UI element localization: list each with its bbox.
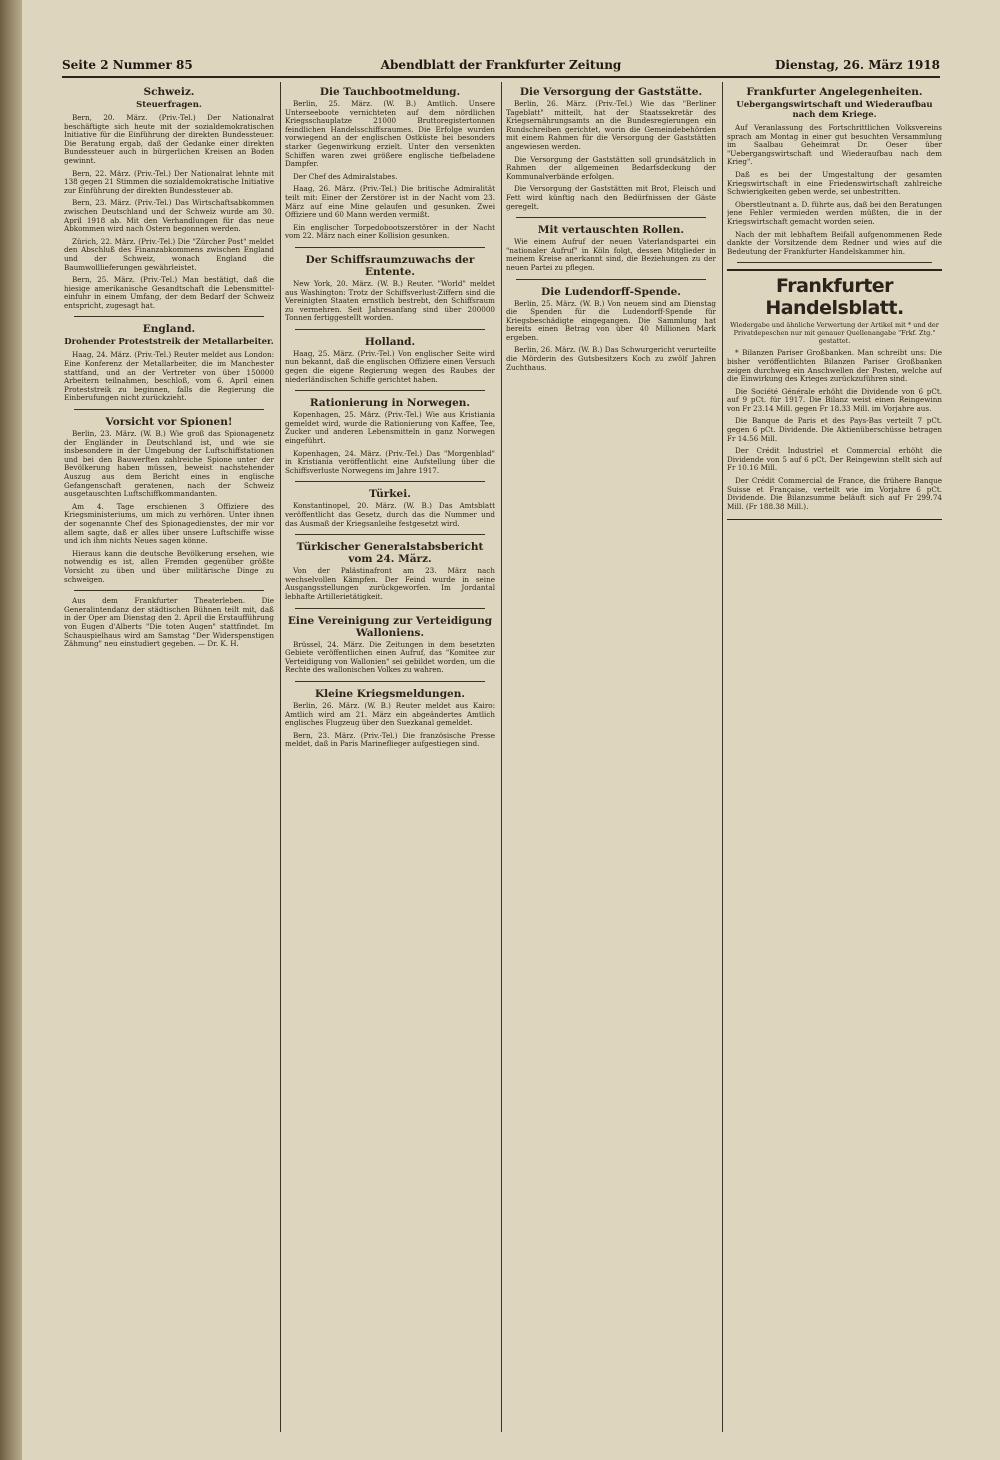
article-separator <box>295 534 485 535</box>
article <box>285 688 495 749</box>
article-headline: Frankfurter Handelsblatt. <box>765 275 904 320</box>
article-headline: Türkei. <box>369 488 411 501</box>
article-paragraph: Bern, 20. März. (Priv.-Tel.) Der Nationalrat beschäftigte sich heute mit der sozialdemokratischen Initiative für die Einführung der direkten Bundessteuer. Die Beratung ergab, daß der Gedanke einer direkten Bundessteuer auch in bürgerlichen Kreisen an Boden gewinnt. <box>64 113 274 165</box>
article <box>727 86 942 256</box>
article-paragraph: Die Versorgung der Gaststätten mit Brot, Fleisch und Fett wird künftig nach den Bedürfnissen der Gäste geregelt. <box>506 184 716 211</box>
article <box>285 86 495 241</box>
article <box>285 336 495 384</box>
article-paragraph: Von der Palästinafront am 23. März nach wechselvollen Kämpfen. Der Feind wurde in seine Ausgangsstellungen zurückgeworfen. Im Jordantal lebhafte Artillerietätigkeit. <box>285 566 495 601</box>
article-subheadline: Uebergangswirtschaft und Wiederaufbau nach dem Kriege. <box>736 100 933 120</box>
article-paragraph: Bern, 23. März. (Priv.-Tel.) Die französische Presse meldet, daß in Paris Marineflieger aufgestiegen sind. <box>285 730 495 749</box>
article-paragraph: Die Versorgung der Gaststätten soll grundsätzlich in Rahmen der allgemeinen Bedarfsdeckung der Kommunalverbände erfolgen. <box>506 154 716 181</box>
column-rule <box>280 82 281 1432</box>
column-2 <box>285 82 495 1432</box>
article-separator <box>74 316 264 317</box>
article-paragraph: Berlin, 26. März. (Priv.-Tel.) Wie das "Berliner Tageblatt" mitteilt, hat der Staatssekretär des Kriegsernährungsamts an die Bundesregierungen ein Rundschreiben gerichtet, worin die Gemeindebehörden mit einem Rahmen für die Versorgung der Gaststätten angewiesen werden. <box>506 99 716 151</box>
article-separator <box>74 409 264 410</box>
article-headline: Vorsicht vor Spionen! <box>105 416 233 429</box>
article <box>285 254 495 323</box>
article-paragraph: Am 4. Tage erschienen 3 Offiziere des Kriegsministeriums, um mich zu verhören. Unter ihnen der sogenannte Chef des Spionagedienstes, der mir vor allem sagte, daß er alles über unsere Luftschiffe wisse und ich ihm nichts Neues sagen könne. <box>64 501 274 546</box>
article-separator <box>516 279 706 280</box>
article-headline: Der Schiffsraumzuwachs der Entente. <box>305 253 475 278</box>
column-rule <box>501 82 502 1432</box>
article-paragraph: Die Banque de Paris et des Pays-Bas verteilt 7 pCt. gegen 6 pCt. Dividende. Die Aktienüberschüsse betragen Fr 14.56 Mill. <box>727 416 942 443</box>
article-paragraph: Kopenhagen, 24. März. (Priv.-Tel.) Das "Morgenblad" in Kristiania veröffentlicht eine Aufstellung über die Schiffsverluste Norwegens im Jahre 1917. <box>285 448 495 475</box>
article-paragraph: New York, 20. März. (W. B.) Reuter. "World" meldet aus Washington: Trotz der Schiffsverlust-Ziffern sind die Vereinigten Staaten ernstlich bestrebt, den Schiffsraum zu vermehren. Seit Jahresanfang sind über 200000 Tonnen fertiggestellt worden. <box>285 278 495 323</box>
article-separator <box>295 481 485 482</box>
article-separator <box>295 681 485 682</box>
article <box>285 488 495 528</box>
article-separator <box>295 390 485 391</box>
article-paragraph: Haag, 26. März. (Priv.-Tel.) Die britische Admiralität teilt mit: Einer der Zerstörer ist in der Nacht vom 23. März auf eine Mine gelaufen und gesunken. Zwei Offiziere und 60 Mann werden vermißt. <box>285 184 495 220</box>
article-paragraph: Auf Veranlassung des Fortschrittlichen Volksvereins sprach am Montag in einer gut besuchten Versammlung im Saalbau Geheimrat Dr. Oeser über "Uebergangswirtschaft und Wiederaufbau nach dem Krieg". <box>727 123 942 167</box>
article-paragraph: Der Crédit Commercial de France, die frühere Banque Suisse et Française, verteilt wie im Vorjahre 6 pCt. Dividende. Die Bilanzsumme beläuft sich auf Fr 299.74 Mill. (Fr 188.38 Mill.). <box>727 476 942 511</box>
header-rule <box>62 76 940 78</box>
article-headline: Türkischer Generalstabsbericht vom 24. März. <box>296 541 484 566</box>
article-headline: Die Versorgung der Gaststätte. <box>519 86 703 98</box>
article-paragraph: * Bilanzen Pariser Großbanken. Man schreibt uns: Die bisher veröffentlichten Bilanzen Pariser Großbanken zeigen durchweg ein Anschwellen der Posten, welche auf die Einwirkung des Krieges zurückzuführen sind. <box>727 348 942 384</box>
article-paragraph: Konstantinopel, 20. März. (W. B.) Das Amtsblatt veröffentlicht das Gesetz, durch das die Nummer und das Ausmaß der Kriegsanleihe festgesetzt wird. <box>285 501 495 528</box>
article-paragraph: Bern, 23. März. (Priv.-Tel.) Das Wirtschaftsabkommen zwischen Deutschland und der Schweiz wurde am 30. April 1918 ab. Mit den Verhandlungen für das neue Abkommen wird nach Ostern begonnen werden. <box>64 198 274 234</box>
column-rule <box>722 82 723 1432</box>
article <box>506 86 716 211</box>
article-headline: Frankfurter Angelegenheiten. <box>746 86 923 98</box>
article-paragraph: Bern, 25. März. (Priv.-Tel.) Man bestätigt, daß die hiesige amerikanische Gesandtschaft die Lebensmittel-einfuhr in einem Umfang, der dem Bedarf der Schweiz entspricht, zugesagt hat. <box>64 275 274 310</box>
page-header <box>62 58 940 76</box>
article-headline: England. <box>142 323 196 336</box>
article-separator <box>295 247 485 248</box>
header-masthead: Abendblatt der Frankfurter Zeitung <box>380 58 622 72</box>
article-paragraph: Zürich, 22. März. (Priv.-Tel.) Die "Zürcher Post" meldet den Abschluß des Finanzabkommens zwischen England und der Schweiz, wonach England die Baumwolllieferungen gewährleistet. <box>64 236 274 272</box>
article <box>285 541 495 601</box>
article-subheadline: Steuerfragen. <box>136 100 202 110</box>
article-headline: Mit vertauschten Rollen. <box>537 224 685 237</box>
article <box>64 416 274 584</box>
article-paragraph: Oberstleutnant a. D. führte aus, daß bei den Beratungen jene Fehler vermieden werden müßten, die in der Kriegswirtschaft gemacht worden seien. <box>727 199 942 226</box>
article <box>64 86 274 310</box>
article-paragraph: Nach der mit lebhaftem Beifall aufgenommenen Rede dankte der Vorsitzende dem Redner und wies auf die Bedeutung der Frankfurter Handelskammer hin. <box>727 229 942 256</box>
article-headline: Eine Vereinigung zur Verteidigung Walloniens. <box>287 614 493 639</box>
article-paragraph: Berlin, 25. März. (W. B.) Amtlich. Unsere Unterseeboote vernichteten auf dem nördlichen Kriegsschauplatze 21000 Bruttoregistertonnen feindlichen Handelsschiffsraumes. Die Erfolge wurden vorwiegend an der englischen Ostküste bei besonders starker Gegenwirkung erzielt. Unter den versenkten Schiffen waren zwei größere englische tiefbeladene Dampfer. <box>285 99 495 169</box>
article <box>285 615 495 675</box>
article <box>64 597 274 649</box>
article-headline: Die Tauchbootmeldung. <box>319 86 461 98</box>
article <box>506 286 716 373</box>
column-4 <box>727 82 942 1432</box>
article-headline: Schweiz. <box>143 86 195 98</box>
article-separator <box>295 608 485 609</box>
book-binding <box>0 0 22 1460</box>
article-paragraph: Die Société Générale erhöht die Dividende von 6 pCt. auf 9 pCt. für 1917. Die Bilanz weist einen Reingewinn von Fr 23.14 Mill. gegen Fr 18.33 Mill. im Vorjahre aus. <box>727 386 942 413</box>
article-headline: Die Ludendorff-Spende. <box>541 285 681 298</box>
article-subheadline: Drohender Proteststreik der Metallarbeiter. <box>64 337 274 348</box>
article-separator <box>295 329 485 330</box>
article <box>727 269 942 520</box>
article-headline: Holland. <box>364 335 416 348</box>
article-paragraph: Der Chef des Admiralstabes. <box>293 171 398 181</box>
header-date: Dienstag, 26. März 1918 <box>775 58 940 72</box>
article-paragraph: Berlin, 23. März. (W. B.) Wie groß das Spionagenetz der Engländer in Deutschland ist, und wie sie insbesondere in der Umgebung der Luftschiffstationen und bei den Bauwerften zahlreiche Spione unter der Bevölkerung haben müssen, beweist nachstehender Auszug aus dem Bericht eines in englische Gefangenschaft geratenen, nach der Schweiz ausgetauschten Luftschiffkommandanten. <box>64 429 274 499</box>
column-3 <box>506 82 716 1432</box>
article-paragraph: Haag, 24. März. (Priv.-Tel.) Reuter meldet aus London: Eine Konferenz der Metallarbeiter, die im Manchester stattfand, und an der Vertreter von über 150000 Arbeitern teilnahmen, beschloß, vom 6. April einen Proteststreik zu beginnen, falls die Regierung die Einberufungen nicht zurückzieht. <box>64 350 274 403</box>
article-paragraph: Haag, 25. März. (Priv.-Tel.) Von englischer Seite wird nun bekannt, daß die englischen Offiziere einen Versuch gegen die eigene Regierung wegen des Raubes der niederländischen Schiffe gerichtet haben. <box>285 348 495 384</box>
article-paragraph: Berlin, 25. März. (W. B.) Von neuem sind am Dienstag die Spenden für die Ludendorff-Spende für Kriegsbeschädigte eingegangen. Die Sammlung hat bereits einen Betrag von über 40 Millionen Mark ergeben. <box>506 298 716 342</box>
article-paragraph: Berlin, 26. März. (W. B.) Reuter meldet aus Kairo: Amtlich wird am 21. März ein abgeändertes Amtlich englisches Flugzeug über den Suezkanal gemeldet. <box>285 700 495 728</box>
article-paragraph: Bern, 22. März. (Priv.-Tel.) Der Nationalrat lehnte mit 138 gegen 21 Stimmen die sozialdemokratische Initiative zur Einführung der direkten Bundessteuer ab. <box>64 168 274 195</box>
article-paragraph: Kopenhagen, 25. März. (Priv.-Tel.) Wie aus Kristiania gemeldet wird, wurde die Rationierung von Kaffee, Tee, Zucker und anderen Lebensmitteln in ganz Norwegen eingeführt. <box>285 410 495 446</box>
header-page-number: Seite 2 Nummer 85 <box>62 58 193 72</box>
article-subheadline: Wiedergabe und ähnliche Verwertung der Artikel mit * und der Privatdepeschen nur mit genauer Quellenangabe "Frkf. Ztg." gestattet. <box>730 321 939 346</box>
article-paragraph: Berlin, 26. März. (W. B.) Das Schwurgericht verurteilte die Mörderin des Gutsbesitzers Koch zu zwölf Jahren Zuchthaus. <box>506 345 716 372</box>
article-paragraph: Aus dem Frankfurter Theaterleben. Die Generalintendanz der städtischen Bühnen teilt mit, daß in der Oper am Dienstag den 2. April die Erstaufführung von Eugen d'Alberts "Die toten Augen" stattfindet. Im Schauspielhaus wird am Samstag "Der Widerspenstigen Zähmung" neu einstudiert gegeben. — Dr. K. H. <box>64 596 274 649</box>
article-paragraph: Der Crédit Industriel et Commercial erhöht die Dividende von 5 auf 6 pCt. Der Reingewinn stellt sich auf Fr 10.16 Mill. <box>727 446 942 473</box>
article-paragraph: Ein englischer Torpedobootszerstörer in der Nacht vom 22. März nach einer Kollision gesunken. <box>285 222 495 241</box>
article-paragraph: Daß es bei der Umgestaltung der gesamten Kriegswirtschaft in eine Friedenswirtschaft zahlreiche Schwierigkeiten geben werde, sei unbestritten. <box>727 169 942 197</box>
article-paragraph: Brüssel, 24. März. Die Zeitungen in dem besetzten Gebiete veröffentlichen einen Aufruf, das "Komitee zur Verteidigung von Wallonien" sei gebildet worden, um die Rechte des wallonischen Volkes zu wahren. <box>285 639 495 675</box>
column-1 <box>64 82 274 1432</box>
article-headline: Rationierung in Norwegen. <box>309 397 471 410</box>
article-separator <box>74 590 264 591</box>
article-separator <box>516 217 706 218</box>
article-separator <box>737 262 932 263</box>
article <box>506 224 716 272</box>
article-headline: Kleine Kriegsmeldungen. <box>314 687 466 700</box>
article-paragraph: Wie einem Aufruf der neuen Vaterlandspartei ein "nationaler Aufruf" in Köln folgt, dessen Mitglieder in meinem Kreise anerkannt sind, die Beziehungen zu der neuen Partei zu pflegen. <box>506 237 716 272</box>
article <box>64 323 274 403</box>
article <box>285 397 495 475</box>
article-paragraph: Hieraus kann die deutsche Bevölkerung ersehen, wie notwendig es ist, allen Fremden gegenüber größte Vorsicht zu üben und über militärische Dinge zu schweigen. <box>64 548 274 584</box>
